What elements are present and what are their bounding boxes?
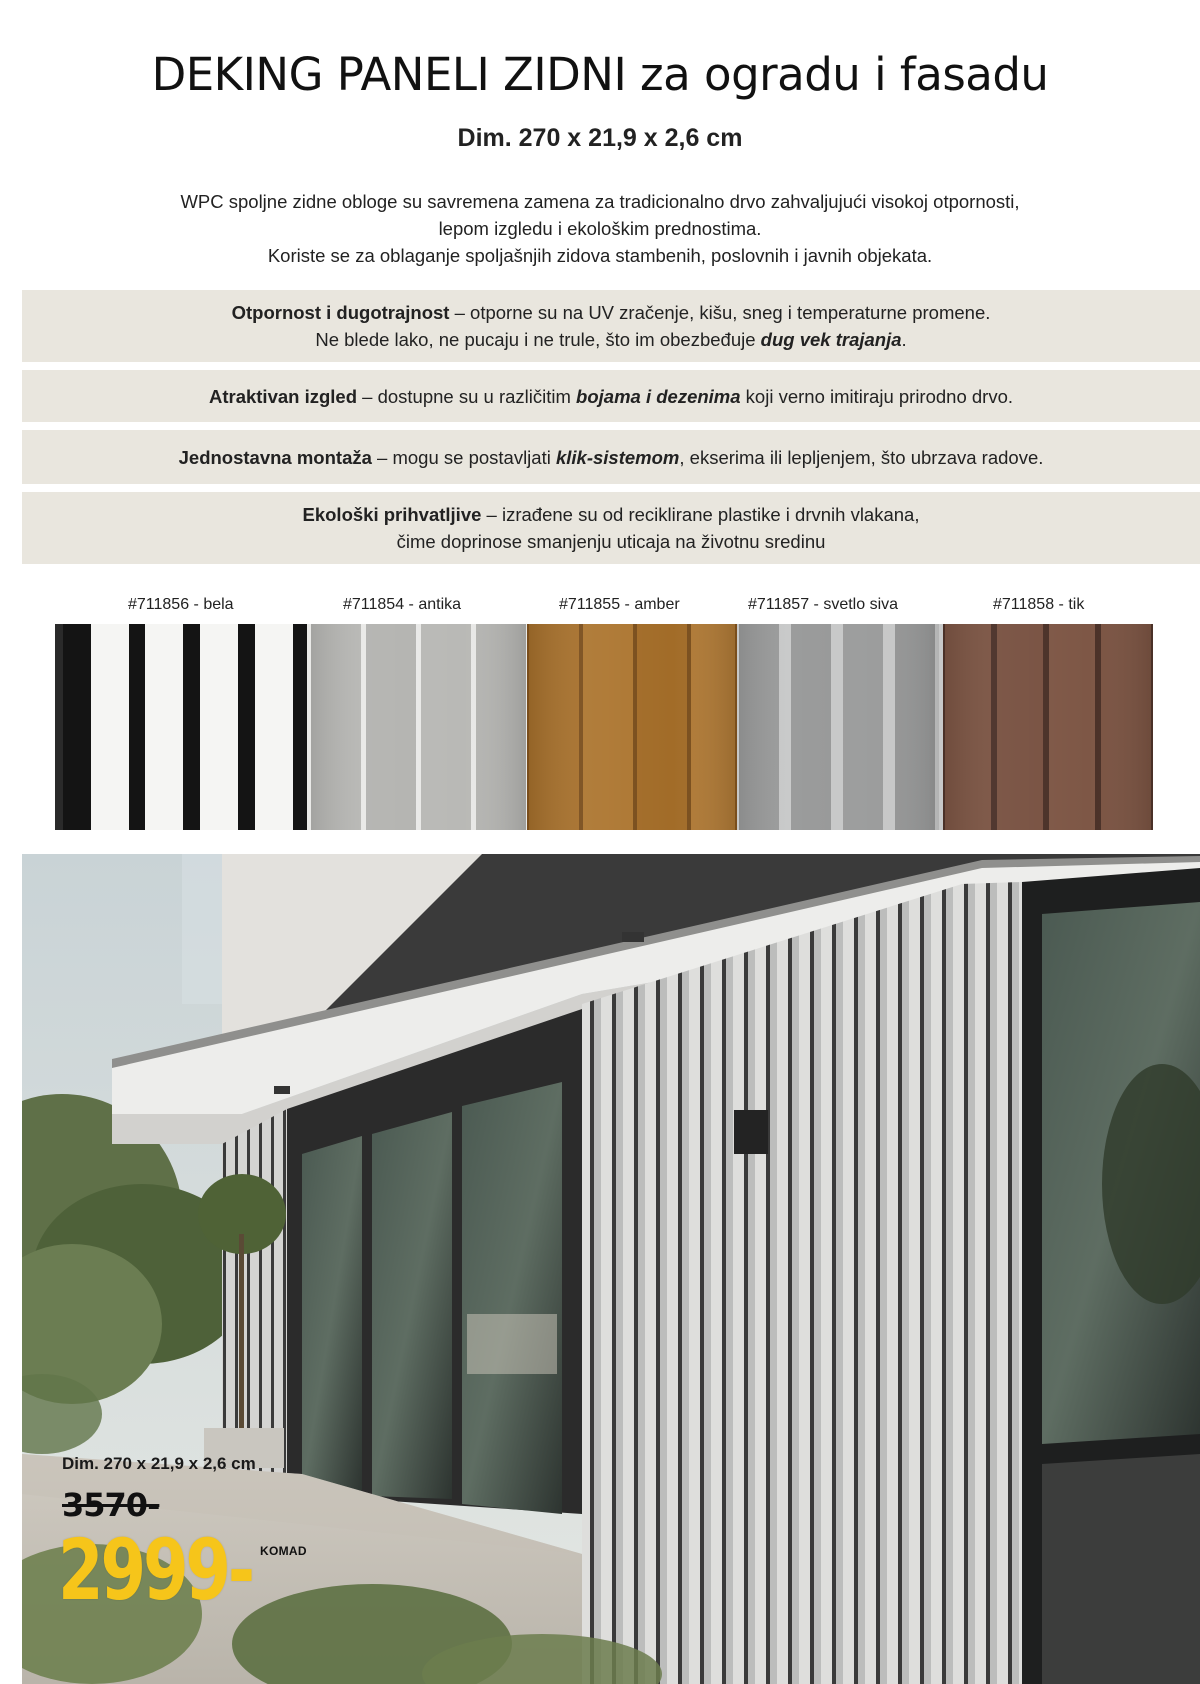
swatch-label-svetlo-siva: #711857 - svetlo siva <box>748 596 899 613</box>
intro-line: lepom izgledu i ekološkim prednostima. <box>438 218 762 239</box>
feature-band-appearance <box>22 370 1200 422</box>
feature-title: Ekološki prihvatljive <box>302 504 482 525</box>
feature-title: Otpornost i dugotrajnost <box>231 302 450 323</box>
feature-band-installation <box>22 430 1200 484</box>
feature-text: koji verno imitiraju prirodno drvo. <box>740 385 1014 407</box>
feature-text: čime doprinose smanjenju uticaja na životnu sredinu <box>396 531 826 552</box>
swatch-antika <box>307 624 527 830</box>
feature-text: – mogu se postavljati <box>371 446 556 468</box>
feature-title: Atraktivan izgled <box>208 385 358 407</box>
feature-band-ecology <box>22 492 1200 564</box>
swatch-amber <box>527 624 737 830</box>
intro-line: WPC spoljne zidne obloge su savremena zamena za tradicionalno drvo zahvaljujući visokoj otpornosti, <box>180 191 1020 212</box>
dimensions-subtitle: Dim. 270 x 21,9 x 2,6 cm <box>457 124 743 152</box>
feature-emphasis: bojama i dezenima <box>576 385 741 407</box>
swatch-label-antika: #711854 - antika <box>343 596 462 613</box>
swatch-label-bela: #711856 - bela <box>128 596 234 613</box>
feature-text: – otporne su na UV zračenje, kišu, sneg i temperaturne promene. <box>449 302 991 323</box>
price-dimension: Dim. 270 x 21,9 x 2,6 cm <box>62 1454 256 1473</box>
feature-text: , ekserima ili lepljenjem, što ubrzava radove. <box>679 446 1044 468</box>
new-price: 2999- <box>58 1521 252 1619</box>
color-swatch-strip <box>55 624 1153 830</box>
page-title: DEKING PANELI ZIDNI za ogradu i fasadu <box>151 48 1049 101</box>
feature-emphasis: klik-sistemom <box>555 446 680 468</box>
price-unit: KOMAD <box>260 1544 307 1558</box>
swatch-bela <box>55 624 307 830</box>
feature-text: . <box>901 329 907 350</box>
feature-text: – izrađene su od reciklirane plastike i drvnih vlakana, <box>481 504 920 525</box>
swatch-label-amber: #711855 - amber <box>559 596 680 613</box>
feature-band-durability <box>22 290 1200 362</box>
feature-title: Jednostavna montaža <box>178 446 372 468</box>
swatch-tik <box>943 624 1153 830</box>
intro-line: Koriste se za oblaganje spoljašnjih zidova stambenih, poslovnih i javnih objekata. <box>267 245 933 266</box>
swatch-svetlo-siva <box>737 624 943 830</box>
feature-emphasis: dug vek trajanja <box>760 329 902 350</box>
swatch-label-tik: #711858 - tik <box>993 596 1085 613</box>
intro-text <box>0 188 1200 269</box>
feature-text: Ne blede lako, ne pucaju i ne trule, što im obezbeđuje <box>315 329 761 350</box>
feature-text: – dostupne su u različitim <box>357 385 577 407</box>
old-price: 3570- <box>62 1486 160 1524</box>
